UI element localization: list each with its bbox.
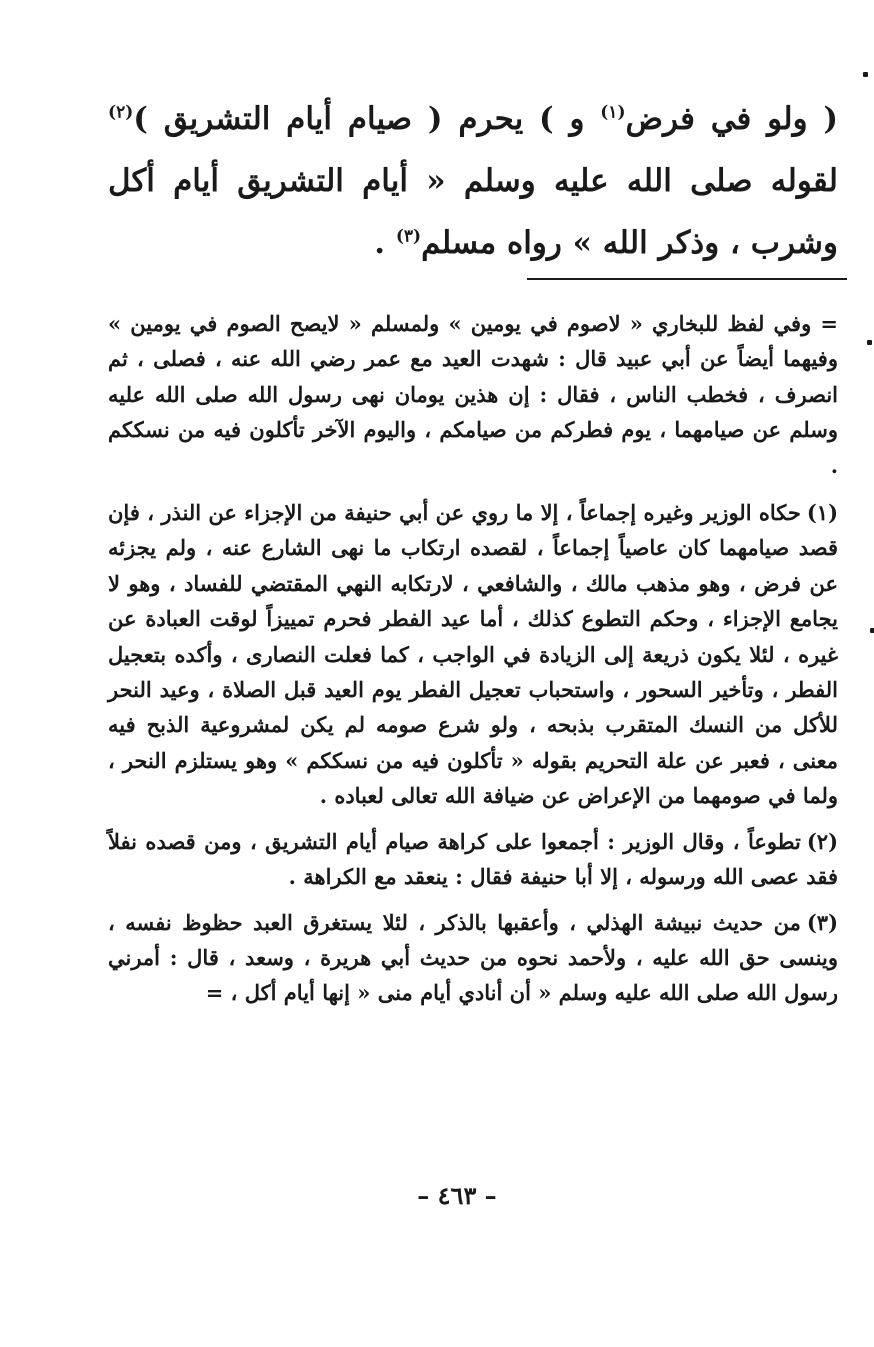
footnotes xyxy=(108,306,838,1021)
footnote-2-number: (٢) xyxy=(806,828,838,854)
footnote-continuation: = وفي لفظ للبخاري « لاصوم في يومين » ولمسلم « لايصح الصوم في يومين » وفيهما أيضاً عن أبي عبيد قال : شهدت العيد مع عمر رضي الله عنه ، فصلى ، ثم انصرف ، فخطب الناس ، فقال : إن هذين يومان نهى رسول الله صلى الله عليه وسلم عن صيامهما ، يوم فطركم من صيامكم ، واليوم الآخر تأكلون فيه من نسككم . xyxy=(108,311,838,478)
main-paragraph xyxy=(108,88,838,274)
main-text-part-1: ( ولو في فرض xyxy=(625,101,838,137)
main-text-part-2: و ) يحرم ( صيام أيام التشريق ) xyxy=(133,101,601,137)
page-number: – ٤٦٣ – xyxy=(417,1181,497,1210)
footnote-1 xyxy=(108,495,838,814)
main-text-end: . xyxy=(374,225,396,261)
footnote-3-text: من حديث نبيشة الهذلي ، وأعقبها بالذكر ، لئلا يستغرق العبد حظوظ نفسه ، وينسى حق الله عليه ، ولأحمد نحوه من حديث أبي هريرة ، وسعد ، قال : أمرني رسول الله صلى الله عليه وسلم « أن أنادي أيام منى « إنها أيام أكل ، = xyxy=(108,909,838,1006)
note-ref-1: (١) xyxy=(600,102,626,123)
main-text xyxy=(108,88,838,274)
note-ref-2: (٢) xyxy=(108,102,134,123)
margin-mark-top xyxy=(863,72,868,77)
margin-mark-lower xyxy=(870,628,874,633)
footnote-3-number: (٣) xyxy=(806,909,838,935)
footnote-2-text: تطوعاً ، وقال الوزير : أجمعوا على كراهة صيام أيام التشريق ، ومن قصده نفلاً فقد عصى الله ورسوله ، إلا أبا حنيفة فقال : ينعقد مع الكراهة . xyxy=(108,828,838,890)
note-ref-3: (٣) xyxy=(395,226,422,247)
margin-mark-middle xyxy=(867,340,872,345)
footnote-3 xyxy=(108,905,838,1011)
footnote-2 xyxy=(108,824,838,895)
footnote-1-text: حكاه الوزير وغيره إجماعاً ، إلا ما روي عن أبي حنيفة من الإجزاء عن النذر ، فإن قصد صيامهما كان عاصياً إجماعاً ، لقصده ارتكاب ما نهى الشارع عنه ، ولم يجزئه عن فرض ، وهو مذهب مالك ، والشافعي ، لارتكابه النهي المقتضي للفساد ، وهو لا يجامع الإجزاء ، وحكم التطوع كذلك ، أما عيد الفطر فحرم تمييزاً لوقت العبادة عن غيره ، لئلا يكون ذريعة إلى الزيادة في الواجب ، كما فعلت النصارى ، وأكده بتعجيل الفطر ، وتأخير السحور ، واستحباب تعجيل الفطر يوم العيد قبل الصلاة ، وعيد النحر للأكل من النسك المتقرب بذبحه ، ولو شرع صومه لم يكن لمشروعية الذبح فيه معنى ، فعبر عن علة التحريم بقوله « تأكلون فيه من نسككم » وهو يستلزم النحر ، ولما في صومهما من الإعراض عن ضيافة الله تعالى لعباده . xyxy=(108,500,838,809)
main-text-part-3: لقوله صلى الله عليه وسلم « أيام التشريق أيام أكل وشرب ، وذكر الله » رواه مسلم xyxy=(108,163,838,261)
footnote-1-number: (١) xyxy=(806,500,838,526)
footnote-divider xyxy=(527,278,847,280)
